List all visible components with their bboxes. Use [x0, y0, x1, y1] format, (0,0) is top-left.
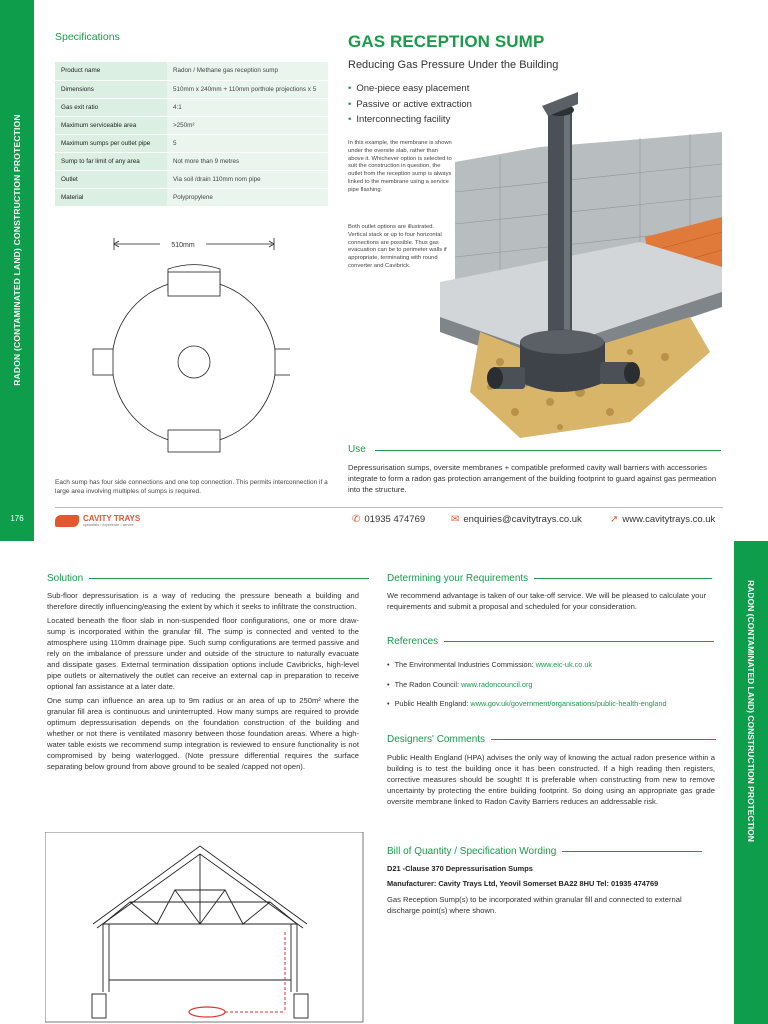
list-item — [387, 660, 667, 680]
plan-caption: Each sump has four side connections and one top connection. This permits interconnection if a large area involving multiples of sumps is required. — [55, 479, 328, 495]
envelope-icon: ✉ — [451, 514, 460, 525]
table-row — [55, 62, 328, 80]
list-item — [387, 699, 667, 719]
illustration-note-2: Both outlet options are illustrated. Vertical stack or up to four horizontal connections are possible. Thus gas evacuation can be to perimeter walls if appropriate, terminating with round converter and Cavibrick. — [348, 224, 447, 269]
sump-plan-drawing — [90, 236, 290, 472]
arrow-icon: ➚ — [610, 514, 619, 525]
spec-value: 510mm x 240mm + 110mm porthole projections x 5 — [167, 80, 328, 98]
logo-name: CAVITY TRAYS — [83, 514, 141, 523]
cavity-trays-logo — [55, 514, 140, 527]
spec-key: Maximum sumps per outlet pipe — [55, 134, 167, 152]
solution-paragraph: Located beneath the floor slab in non-suspended floor configurations, one or more draw-sump is incorporated within the granular fill. The sump is connected and vented to the atmosphere using 110mm drainage pipe. Such sump configurations are termed passive and rely on the imbalance of pressure under and outside of the structure to naturally evacuate and dissipate gases. External termination dissipation options include Cavibricks, high-level pipe outlets or alternatively the outlet can receive an external cap in preparation to receive optional fan assistance at a later date. — [47, 616, 359, 691]
boq-heading — [387, 846, 702, 857]
dimension-label: 510mm — [171, 242, 195, 249]
list-item: • One-piece easy placement — [348, 83, 472, 99]
sidebar-label: RADON (CONTAMINATED LAND) CONSTRUCTION PROTECTION — [12, 114, 22, 386]
solution-paragraph: Sub-floor depressurisation is a way of reducing the pressure beneath a building and therefore directly influencing/easing the extent by which it seeks to infiltrate the construction. — [47, 591, 359, 611]
spec-value: 4:1 — [167, 98, 328, 116]
reference-link[interactable]: www.gov.uk/government/organisations/public-health-england — [470, 699, 667, 708]
spec-value: Polypropylene — [167, 188, 328, 206]
boq-heading-text: Bill of Quantity / Specification Wording — [387, 846, 557, 857]
page-title: GAS RECEPTION SUMP — [348, 32, 545, 51]
use-text: Depressurisation sumps, oversite membranes + compatible preformed cavity wall barriers with accessories integrate to form a radon gas protection arrangement of the building footprint to guard against gas permeation into the structure. — [348, 463, 717, 494]
footer-email[interactable] — [451, 514, 582, 525]
building-section-drawing — [45, 832, 365, 1024]
table-row — [55, 152, 328, 170]
spec-value: 5 — [167, 134, 328, 152]
table-row — [55, 116, 328, 134]
logo-tagline: specialists • experience • service — [83, 523, 134, 527]
requirements-text: We recommend advantage is taken of our take-off service. We will be pleased to calculate your requirements and submit a proposal and scheduled for your consideration. — [387, 591, 707, 611]
spec-key: Gas exit ratio — [55, 98, 167, 116]
references-list — [387, 660, 667, 719]
boq-manufacturer: Manufacturer: Cavity Trays Ltd, Yeovil Somerset BA22 8HU Tel: 01935 474769 — [387, 879, 659, 888]
spec-value: >250m² — [167, 116, 328, 134]
solution-heading-text: Solution — [47, 573, 84, 584]
specifications-heading: Specifications — [55, 31, 120, 43]
solution-text — [47, 590, 359, 775]
spec-key: Outlet — [55, 170, 167, 188]
list-item — [387, 680, 667, 700]
designers-text: Public Health England (HPA) advises the only way of knowing the actual radon presence within a building is to test the building once it has been constructed. If a high reading then registers, corrective measures should be sought! It is preferable when constructing from new to remove uncertainty by protecting the entire building footprint. So doing using an appropriate gas grade oversite membrane linked to Radon Cavity Barriers reduces an addressable risk. — [387, 753, 715, 806]
reference-label: The Environmental Industries Commission: — [394, 660, 536, 669]
right-sidebar — [734, 541, 768, 1024]
sump-installation-illustration — [430, 92, 722, 438]
specifications-table — [55, 62, 328, 207]
references-heading — [387, 636, 714, 647]
page-subtitle: Reducing Gas Pressure Under the Building — [348, 59, 559, 71]
footer-phone — [352, 514, 425, 525]
phone-text: 01935 474769 — [364, 514, 426, 525]
requirements-heading-text: Determining your Requirements — [387, 573, 529, 584]
reference-label: Public Health England: — [394, 699, 471, 708]
spec-key: Sump to far limit of any area — [55, 152, 167, 170]
requirements-heading — [387, 573, 712, 584]
left-sidebar — [0, 0, 34, 541]
list-item: • Interconnecting facility — [348, 114, 472, 130]
footer-divider — [55, 507, 723, 508]
spec-key: Maximum serviceable area — [55, 116, 167, 134]
spec-value: Via soil /drain 110mm nom pipe — [167, 170, 328, 188]
reference-label: The Radon Council: — [394, 679, 462, 689]
reference-link[interactable]: www.eic-uk.co.uk — [535, 660, 593, 669]
references-heading-text: References — [387, 636, 439, 647]
list-item: • Passive or active extraction — [348, 99, 472, 115]
spec-key: Product name — [55, 62, 167, 80]
table-row — [55, 98, 328, 116]
table-row — [55, 134, 328, 152]
spec-key: Dimensions — [55, 80, 167, 98]
sidebar-label-right: RADON (CONTAMINATED LAND) CONSTRUCTION PROTECTION — [746, 580, 756, 842]
email-text[interactable]: enquiries@cavitytrays.co.uk — [463, 514, 582, 525]
designers-heading-text: Designers' Comments — [387, 734, 486, 745]
table-row — [55, 170, 328, 188]
spec-value: Not more than 9 metres — [167, 152, 328, 170]
table-row — [55, 80, 328, 98]
website-text[interactable]: www.cavitytrays.co.uk — [622, 514, 716, 525]
spec-value: Radon / Methane gas reception sump — [167, 62, 328, 80]
phone-icon: ✆ — [352, 514, 361, 525]
use-heading: Use — [348, 444, 366, 455]
table-row — [55, 188, 328, 206]
spec-key: Material — [55, 188, 167, 206]
use-divider — [375, 450, 721, 451]
boq-clause: D21 -Clause 370 Depressurisation Sumps — [387, 864, 533, 873]
logo-mark-icon — [55, 515, 79, 527]
boq-text: Gas Reception Sump(s) to be incorporated within granular fill and connected to external discharge point(s) where shown. — [387, 895, 682, 915]
designers-heading — [387, 734, 716, 745]
footer-website[interactable] — [610, 514, 715, 525]
illustration-note-1: In this example, the membrane is shown under the oversite slab, rather than above it. Whichever option is selected to suit the construction in question, the outlet from the reception sump is always linked to the membrane using a service pipe flashing. — [348, 140, 452, 193]
page-number: 176 — [10, 514, 24, 523]
solution-paragraph: One sump can influence an area up to 9m radius or an area of up to 250m² where the granular fill area is continuous and uninterrupted. How many sumps are required to provide optimum depressurisation depends on the foundation construction of the building and whether or not there is ventilated masonry between those foundation areas. Where a high-water table exists we recommend sump integration is reviewed to ensure functionality is not compromised by being waterlogged. (Note pressure differential requires the surface separating below ground from above ground to be sealed /capped not open). — [47, 696, 359, 771]
solution-heading — [47, 573, 369, 584]
reference-link[interactable]: www.radoncouncil.org — [461, 679, 533, 689]
